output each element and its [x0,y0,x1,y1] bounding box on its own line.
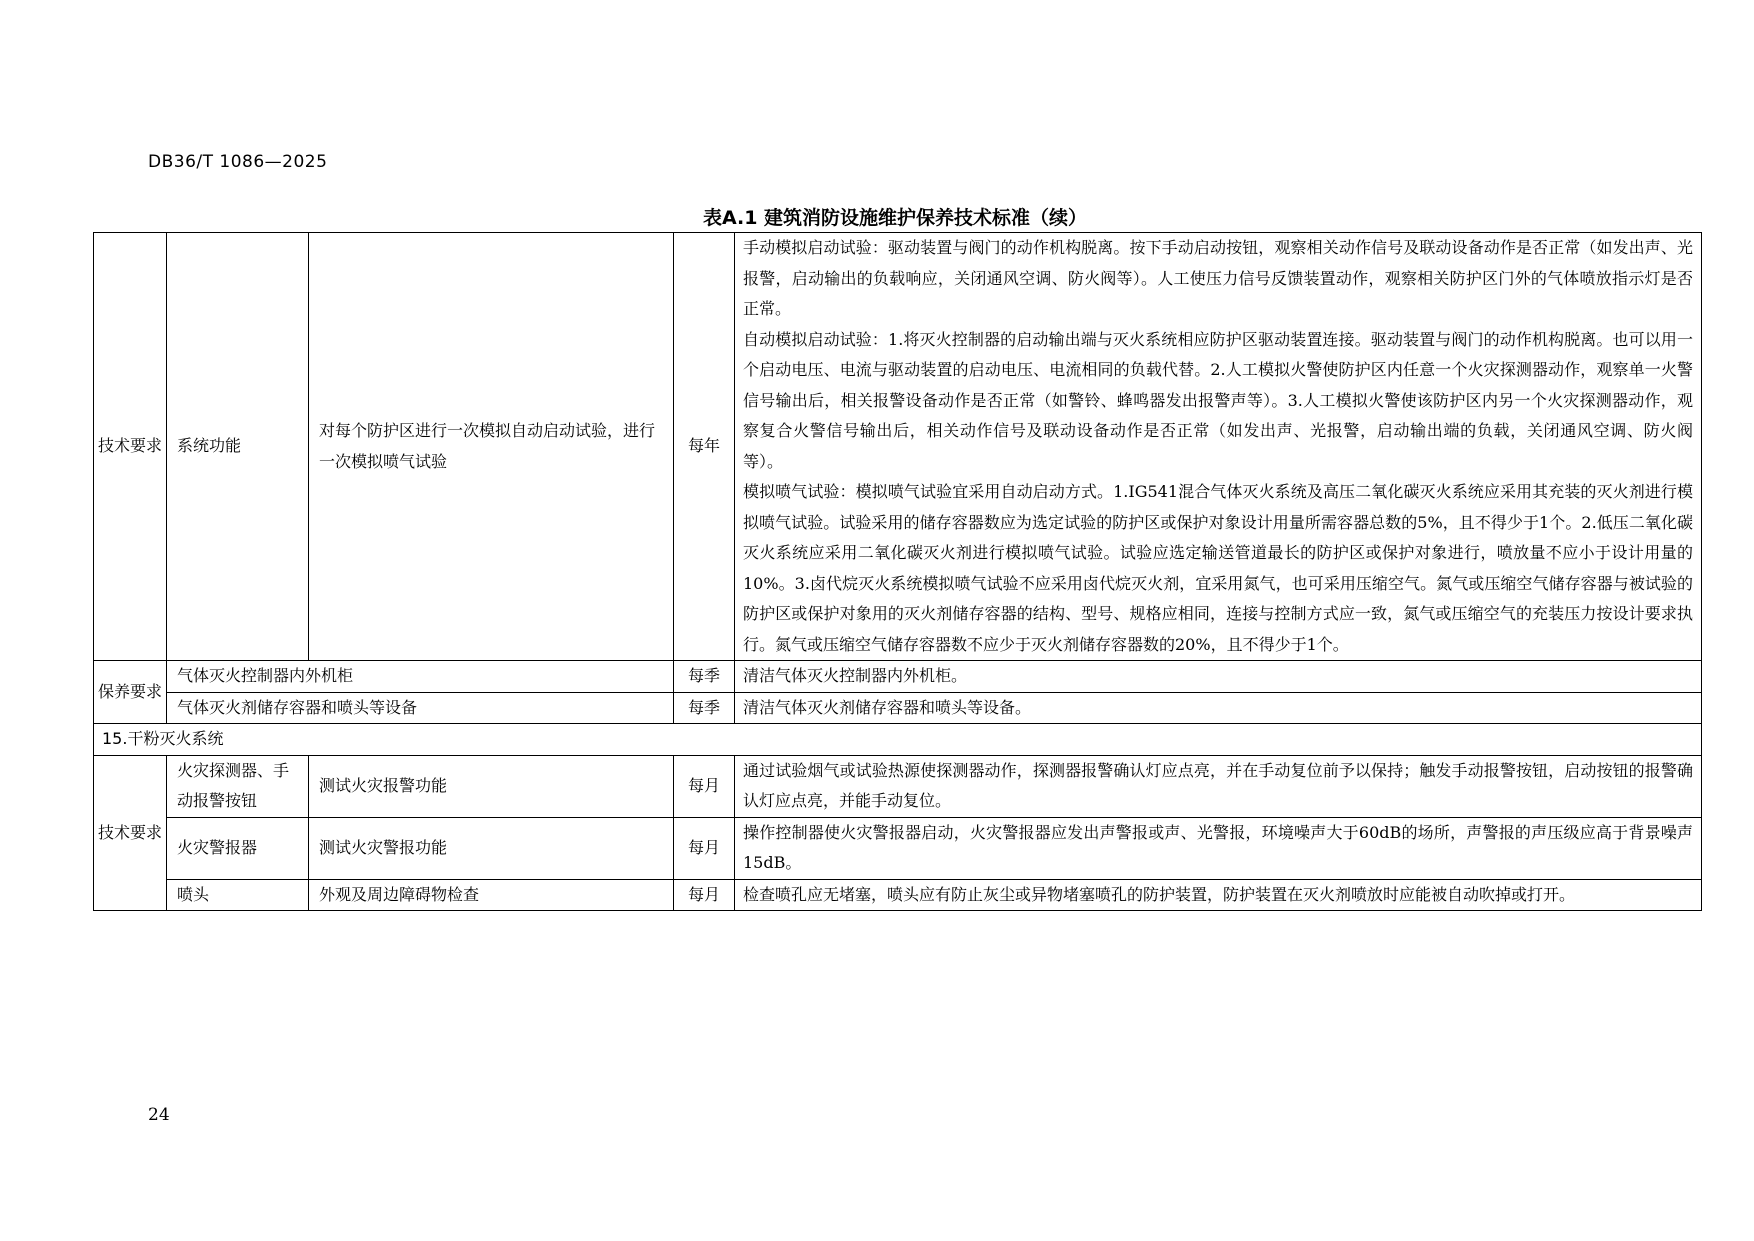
manual-start-test-text: 手动模拟启动试验：驱动装置与阀门的动作机构脱离。按下手动启动按钮，观察相关动作信号及联动设备动作是否正常（如发出声、光报警，启动输出的负载响应，关闭通风空调、防火阀等）。人工使压力信号反馈装置动作，观察相关防护区门外的气体喷放指示灯是否正常。 [743,238,1693,318]
table-row [94,661,1702,693]
detail-cell: 检查喷孔应无堵塞，喷头应有防止灰尘或异物堵塞喷孔的防护装置，防护装置在灭火剂喷放时应能被自动吹掉或打开。 [735,879,1702,911]
content-cell: 外观及周边障碍物检查 [309,879,674,911]
frequency-cell: 每月 [674,879,735,911]
item-cell: 喷头 [167,879,309,911]
frequency-cell: 每季 [674,661,735,693]
frequency-cell: 每月 [674,817,735,879]
table-row [94,233,1702,661]
frequency-cell: 每季 [674,692,735,724]
detail-cell: 清洁气体灭火控制器内外机柜。 [735,661,1702,693]
frequency-cell: 每月 [674,755,735,817]
content-cell: 对每个防护区进行一次模拟自动启动试验，进行一次模拟喷气试验 [309,233,674,661]
detail-cell [735,233,1702,661]
section-title: 15.干粉灭火系统 [94,724,1702,756]
section-header-row [94,724,1702,756]
gas-discharge-test-text: 模拟喷气试验：模拟喷气试验宜采用自动启动方式。1.IG541混合气体灭火系统及高压二氧化碳灭火系统应采用其充装的灭火剂进行模拟喷气试验。试验采用的储存容器数应为选定试验的防护区或保护对象设计用量所需容器总数的5%，且不得少于1个。2.低压二氧化碳灭火系统应采用二氧化碳灭火剂进行模拟喷气试验。试验应选定输送管道最长的防护区或保护对象进行，喷放量不应小于设计用量的10%。3.卤代烷灭火系统模拟喷气试验不应采用卤代烷灭火剂，宜采用氮气，也可采用压缩空气。氮气或压缩空气储存容器与被试验的防护区或保护对象用的灭火剂储存容器的结构、型号、规格应相同，连接与控制方式应一致，氮气或压缩空气的充装压力按设计要求执行。氮气或压缩空气储存容器数不应少于灭火剂储存容器数的20%，且不得少于1个。 [743,482,1693,654]
table-row [94,879,1702,911]
detail-cell: 清洁气体灭火剂储存容器和喷头等设备。 [735,692,1702,724]
item-cell: 气体灭火剂储存容器和喷头等设备 [167,692,674,724]
item-cell: 系统功能 [167,233,309,661]
table-row [94,755,1702,817]
content-cell: 测试火灾警报功能 [309,817,674,879]
document-code: DB36/T 1086—2025 [148,152,328,172]
maintenance-standard-table [93,232,1702,911]
category-cell: 技术要求 [94,233,167,661]
item-cell: 火灾警报器 [167,817,309,879]
item-cell: 气体灭火控制器内外机柜 [167,661,674,693]
frequency-cell: 每年 [674,233,735,661]
page-number: 24 [148,1105,170,1125]
table-row [94,817,1702,879]
table-title: 表A.1 建筑消防设施维护保养技术标准（续） [702,207,1088,229]
category-cell: 保养要求 [94,661,167,724]
auto-start-test-text: 自动模拟启动试验：1.将灭火控制器的启动输出端与灭火系统相应防护区驱动装置连接。驱动装置与阀门的动作机构脱离。也可以用一个启动电压、电流与驱动装置的启动电压、电流相同的负载代替。2.人工模拟火警使防护区内任意一个火灾探测器动作，观察单一火警信号输出后，相关报警设备动作是否正常（如警铃、蜂鸣器发出报警声等）。3.人工模拟火警使该防护区内另一个火灾探测器动作，观察复合火警信号输出后，相关动作信号及联动设备动作是否正常（如发出声、光报警，启动输出端的负载，关闭通风空调、防火阀等）。 [743,329,1693,471]
content-cell: 测试火灾报警功能 [309,755,674,817]
item-cell: 火灾探测器、手动报警按钮 [167,755,309,817]
table-row [94,692,1702,724]
detail-cell: 操作控制器使火灾警报器启动，火灾警报器应发出声警报或声、光警报，环境噪声大于60dB的场所，声警报的声压级应高于背景噪声15dB。 [735,817,1702,879]
detail-cell: 通过试验烟气或试验热源使探测器动作，探测器报警确认灯应点亮，并在手动复位前予以保持；触发手动报警按钮，启动按钮的报警确认灯应点亮，并能手动复位。 [735,755,1702,817]
category-cell: 技术要求 [94,755,167,911]
